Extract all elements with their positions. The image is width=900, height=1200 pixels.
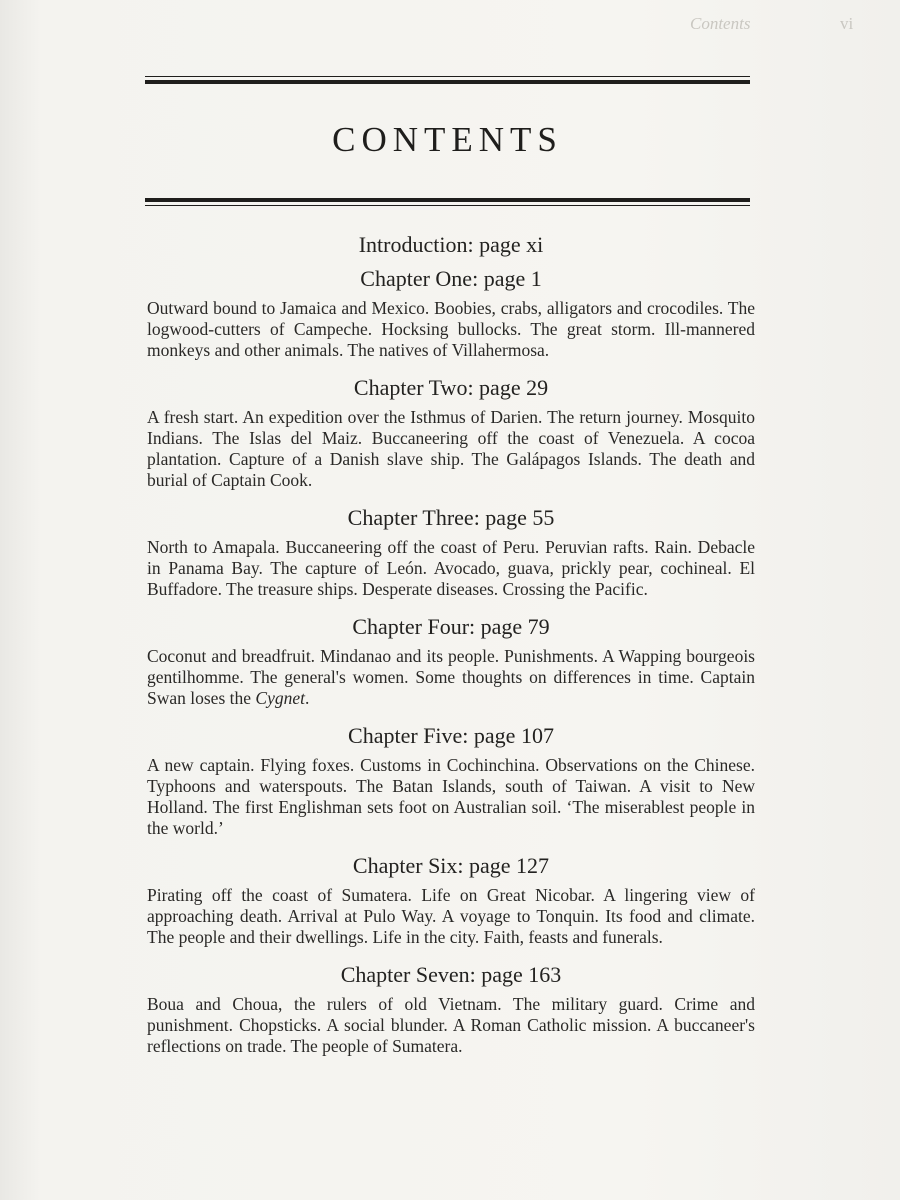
table-of-contents <box>147 232 755 1071</box>
chapter-heading: Chapter Six: page 127 <box>352 853 550 878</box>
running-head-page-number: vi <box>840 14 854 33</box>
chapter-summary: Pirating off the coast of Sumatera. Life on Great Nicobar. A lingering view of approaching death. Arrival at Pulo Way. A voyage to Tonquin. Its food and climate. The people and their dwellings. Life in the city. Faith, feasts and funerals. <box>147 885 755 947</box>
top-double-rule <box>145 76 750 84</box>
chapter-heading: Chapter Two: page 29 <box>353 375 549 400</box>
chapter-summary-text: Coconut and breadfruit. Mindanao and its people. Punishments. A Wapping bourgeois gentilhomme. The general's women. Some thoughts on differences in time. Captain Swan loses the <box>147 646 755 708</box>
chapter-summary-end: . <box>304 688 310 708</box>
chapter-heading: Chapter Five: page 107 <box>348 723 554 748</box>
chapter-summary: A fresh start. An expedition over the Isthmus of Darien. The return journey. Mosquito Indians. The Islas del Maiz. Buccaneering off the coast of Venezuela. A cocoa plantation. Capture of a Danish slave ship. The Galápagos Islands. The death and burial of Captain Cook. <box>147 407 755 490</box>
bottom-double-rule <box>145 198 750 206</box>
chapter-summary: A new captain. Flying foxes. Customs in Cochinchina. Observations on the Chinese. Typhoons and waterspouts. The Batan Islands, south of Taiwan. A visit to New Holland. The first Englishman sets foot on Australian soil. ‘The miserablest people in the world.’ <box>147 755 755 838</box>
page-title: CONTENTS <box>332 120 563 159</box>
chapter-summary <box>147 646 755 709</box>
introduction-entry: Introduction: page xi <box>358 232 544 257</box>
chapter-heading: Chapter Four: page 79 <box>352 614 550 639</box>
chapter-heading: Chapter Seven: page 163 <box>340 962 562 987</box>
running-head: Contents <box>690 14 751 33</box>
chapter-summary: North to Amapala. Buccaneering off the coast of Peru. Peruvian rafts. Rain. Debacle in Panama Bay. The capture of León. Avocado, guava, prickly pear, cochineal. El Buffadore. The treasure ships. Desperate diseases. Crossing the Pacific. <box>147 537 755 599</box>
chapter-heading: Chapter Three: page 55 <box>347 505 555 530</box>
chapter-summary: Boua and Choua, the rulers of old Vietnam. The military guard. Crime and punishment. Chopsticks. A social blunder. A Roman Catholic mission. A buccaneer's reflections on trade. The people of Sumatera. <box>147 994 755 1056</box>
ship-name: Cygnet <box>255 688 305 708</box>
chapter-summary: Outward bound to Jamaica and Mexico. Boobies, crabs, alligators and crocodiles. The logwood-cutters of Campeche. Hocksing bullocks. The great storm. Ill-mannered monkeys and other animals. The natives of Villahermosa. <box>147 298 755 360</box>
chapter-heading: Chapter One: page 1 <box>360 266 542 291</box>
